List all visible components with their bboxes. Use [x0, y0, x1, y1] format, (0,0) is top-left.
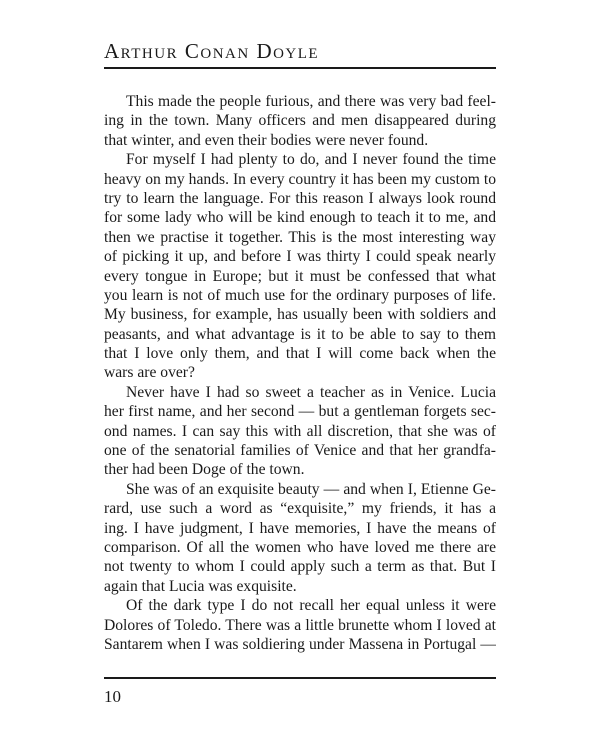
text-line: one of the senatorial families of Venice and that her grandfa- — [104, 442, 496, 460]
text-line: My business, for example, has usually been with soldiers and — [104, 306, 496, 324]
footer-rule — [104, 677, 496, 679]
text-line: ther had been Doge of the town. — [104, 461, 305, 479]
running-head: Arthur Conan Doyle — [104, 39, 320, 63]
text-line: ond names. I can say this with all discretion, that she was of — [104, 422, 496, 440]
header-rule — [104, 67, 496, 69]
text-line: her first name, and her second — but a gentleman forgets sec- — [104, 403, 496, 421]
text-line: rard, use such a word as “exquisite,” my friends, it has a — [104, 500, 496, 518]
text-line: not twenty to whom I could apply such a term as that. But I — [104, 558, 496, 576]
text-line: This made the people furious, and there was very bad feel- — [126, 93, 496, 110]
text-line: Dolores of Toledo. There was a little brunette whom I loved at — [104, 616, 496, 634]
paragraph — [104, 383, 496, 480]
text-line: She was of an exquisite beauty — and when I, Etienne Ge- — [126, 480, 496, 498]
text-line: then we practise it together. This is the most interesting way — [104, 228, 496, 246]
paragraph — [104, 150, 496, 383]
text-line: Santarem when I was soldiering under Massena in Portugal — — [104, 635, 496, 653]
body-text — [104, 92, 496, 654]
text-line: again that Lucia was exquisite. — [104, 577, 297, 595]
text-line: Of the dark type I do not recall her equal unless it were — [126, 597, 496, 615]
text-line: peasants, and what advantage is it to be able to say to them — [104, 325, 496, 343]
text-line: try to learn the language. For this reason I always look round — [104, 189, 496, 207]
text-line: wars are over? — [104, 364, 195, 382]
text-line: ing in the town. Many officers and men disappeared during — [104, 112, 496, 130]
text-line: for some lady who will be kind enough to teach it to me, and — [104, 209, 496, 227]
paragraph — [104, 92, 496, 150]
text-line: heavy on my hands. In every country it has been my custom to — [104, 170, 496, 188]
paragraph — [104, 596, 496, 654]
text-line: that winter, and even their bodies were never found. — [104, 131, 429, 149]
text-line: every tongue in Europe; but it must be confessed that what — [104, 267, 496, 285]
text-line: you learn is not of much use for the ordinary purposes of life. — [104, 286, 496, 304]
text-line: comparison. Of all the women who have loved me there are — [104, 538, 496, 556]
text-line: ing. I have judgment, I have memories, I have the means of — [104, 519, 496, 537]
text-line: of picking it up, and before I was thirty I could speak nearly — [104, 248, 496, 266]
text-line: Never have I had so sweet a teacher as in Venice. Lucia — [126, 383, 496, 401]
paragraph — [104, 480, 496, 596]
page-number: 10 — [104, 687, 121, 706]
text-line: For myself I had plenty to do, and I never found the time — [126, 151, 496, 169]
text-line: that I love only them, and that I will come back when the — [104, 345, 496, 363]
